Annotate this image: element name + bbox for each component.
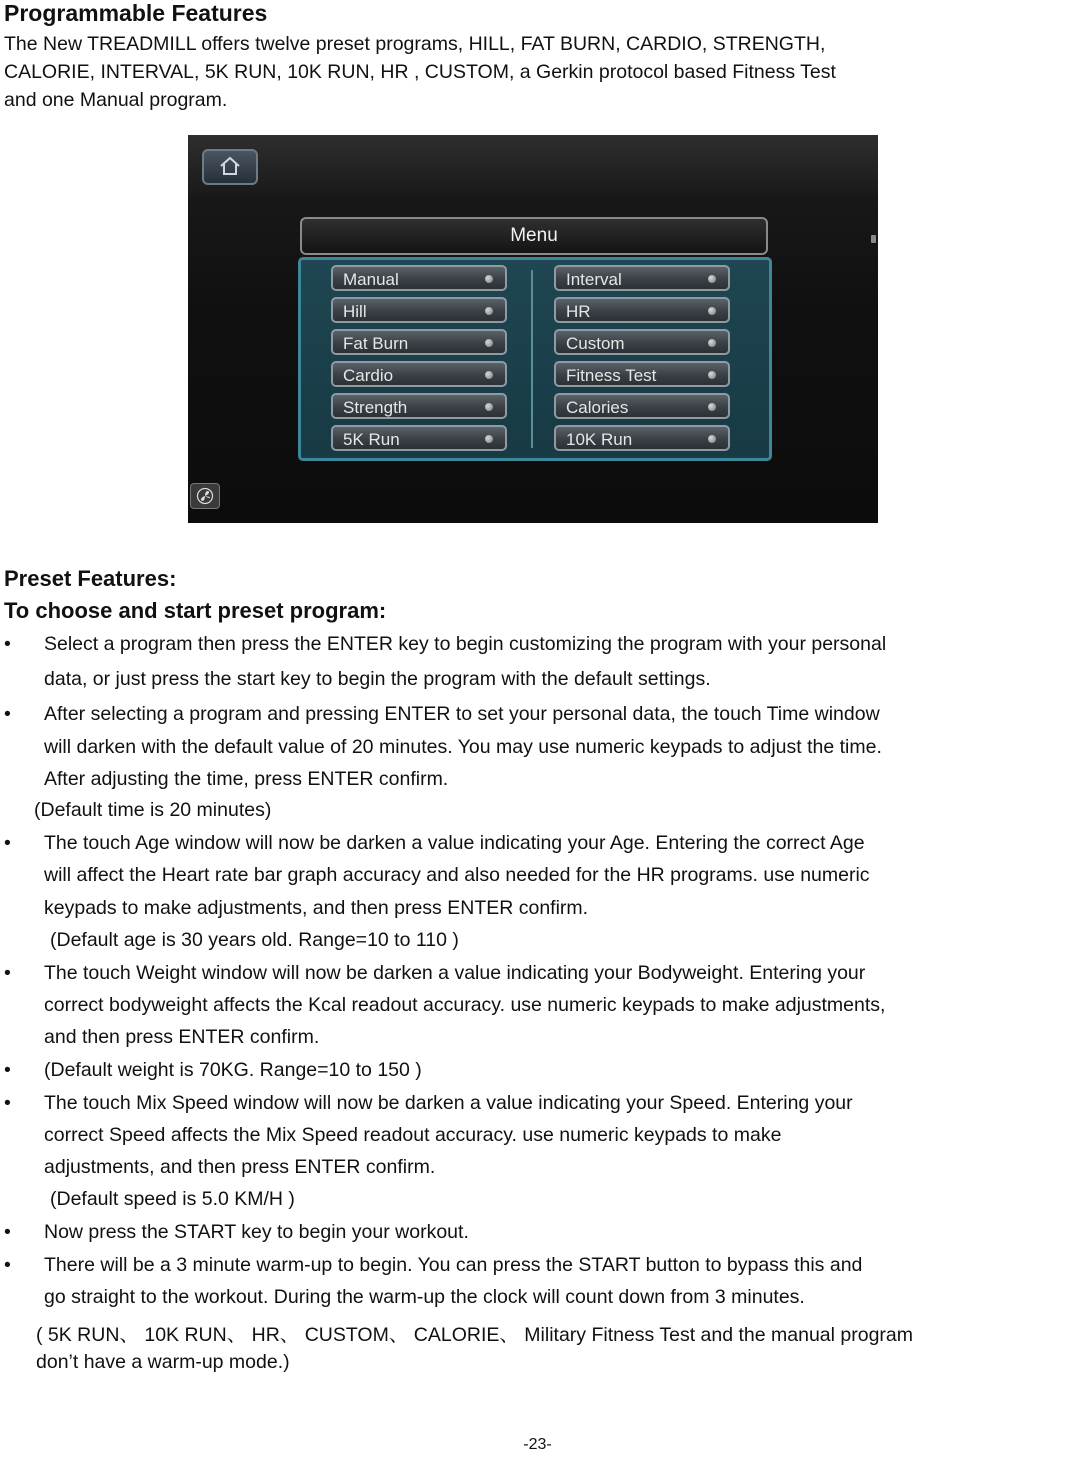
instruction-line: correct bodyweight affects the Kcal readout accuracy. use numeric keypads to make adjustments, (44, 994, 886, 1016)
intro-line: The New TREADMILL offers twelve preset programs, HILL, FAT BURN, CARDIO, STRENGTH, (4, 33, 826, 55)
indicator-dot-icon (485, 339, 493, 347)
bullet-marker: • (4, 1254, 11, 1276)
program-label: Calories (566, 398, 629, 417)
instruction-line: There will be a 3 minute warm-up to begin. You can press the START button to bypass this and (44, 1254, 863, 1276)
instruction-line: The touch Weight window will now be darken a value indicating your Bodyweight. Entering your (44, 962, 866, 984)
page-heading: Programmable Features (4, 0, 268, 26)
program-label: Cardio (343, 366, 394, 385)
instruction-note: (Default time is 20 minutes) (34, 799, 272, 821)
program-column-left (331, 265, 507, 457)
fan-button[interactable] (190, 483, 220, 509)
program-button-hr[interactable] (554, 297, 730, 323)
bullet-marker: • (4, 1059, 11, 1081)
program-button-manual[interactable] (331, 265, 507, 291)
treadmill-menu-screenshot (188, 135, 878, 523)
program-panel (298, 257, 772, 461)
program-label: HR (566, 302, 591, 321)
program-label: 5K Run (343, 430, 400, 449)
program-button-strength[interactable] (331, 393, 507, 419)
instruction-note: (Default age is 30 years old. Range=10 to 110 ) (50, 929, 459, 951)
menu-title: Menu (300, 217, 768, 255)
home-button[interactable] (202, 149, 258, 185)
bullet-marker: • (4, 703, 11, 725)
instruction-line: and then press ENTER confirm. (44, 1026, 320, 1048)
instruction-line: Select a program then press the ENTER key to begin customizing the program with your personal (44, 633, 887, 655)
program-label: Strength (343, 398, 408, 417)
instruction-line: adjustments, and then press ENTER confirm. (44, 1156, 436, 1178)
bullet-marker: • (4, 962, 11, 984)
program-button-custom[interactable] (554, 329, 730, 355)
indicator-dot-icon (708, 435, 716, 443)
indicator-dot-icon (708, 371, 716, 379)
program-button-calories[interactable] (554, 393, 730, 419)
intro-line: and one Manual program. (4, 89, 228, 111)
program-button-cardio[interactable] (331, 361, 507, 387)
instruction-line: go straight to the workout. During the warm-up the clock will count down from 3 minutes. (44, 1286, 805, 1308)
instruction-line: correct Speed affects the Mix Speed readout accuracy. use numeric keypads to make (44, 1124, 782, 1146)
bullet-marker: • (4, 633, 11, 655)
indicator-dot-icon (485, 307, 493, 315)
program-column-right (554, 265, 730, 457)
program-label: 10K Run (566, 430, 633, 449)
choose-program-heading: To choose and start preset program: (4, 598, 387, 623)
program-label: Custom (566, 334, 625, 353)
fan-icon (196, 487, 214, 505)
indicator-dot-icon (708, 307, 716, 315)
program-button-fat-burn[interactable] (331, 329, 507, 355)
instruction-line: keypads to make adjustments, and then press ENTER confirm. (44, 897, 589, 919)
instruction-line: After adjusting the time, press ENTER confirm. (44, 768, 449, 790)
indicator-dot-icon (708, 275, 716, 283)
indicator-dot-icon (485, 435, 493, 443)
program-button-fitness-test[interactable] (554, 361, 730, 387)
bullet-marker: • (4, 1092, 11, 1114)
instruction-note: (Default weight is 70KG. Range=10 to 150 ) (44, 1059, 422, 1081)
screen-edge-marker (871, 235, 876, 243)
program-button-hill[interactable] (331, 297, 507, 323)
intro-paragraph (4, 30, 1064, 114)
program-label: Manual (343, 270, 399, 289)
page-number: -23- (523, 1436, 552, 1453)
program-label: Fitness Test (566, 366, 657, 385)
indicator-dot-icon (485, 403, 493, 411)
instruction-line: After selecting a program and pressing ENTER to set your personal data, the touch Time window (44, 703, 880, 725)
instruction-line: The touch Age window will now be darken a value indicating your Age. Entering the correct Age (44, 832, 865, 854)
instruction-line: data, or just press the start key to begin the program with the default settings. (44, 668, 711, 690)
intro-line: CALORIE, INTERVAL, 5K RUN, 10K RUN, HR , CUSTOM, a Gerkin protocol based Fitness Test (4, 61, 836, 83)
program-label: Interval (566, 270, 622, 289)
instruction-line: The touch Mix Speed window will now be darken a value indicating your Speed. Entering your (44, 1092, 853, 1114)
screen-top-band (188, 135, 878, 195)
preset-features-heading: Preset Features: (4, 566, 177, 591)
bullet-marker: • (4, 832, 11, 854)
instruction-line: will darken with the default value of 20 minutes. You may use numeric keypads to adjust the time. (44, 736, 882, 758)
program-button-10k-run[interactable] (554, 425, 730, 451)
instruction-note: (Default speed is 5.0 KM/H ) (50, 1188, 295, 1210)
instruction-line: will affect the Heart rate bar graph accuracy and also needed for the HR programs. use numeric (44, 864, 870, 886)
program-button-interval[interactable] (554, 265, 730, 291)
indicator-dot-icon (485, 371, 493, 379)
bullet-marker: • (4, 1221, 11, 1243)
indicator-dot-icon (708, 339, 716, 347)
home-icon (219, 156, 241, 176)
indicator-dot-icon (485, 275, 493, 283)
instruction-note: ( 5K RUN、 10K RUN、 HR、 CUSTOM、 CALORIE、 Military Fitness Test and the manual program (36, 1324, 914, 1346)
program-label: Fat Burn (343, 334, 409, 353)
instruction-line: Now press the START key to begin your workout. (44, 1221, 469, 1243)
indicator-dot-icon (708, 403, 716, 411)
instruction-note: don’t have a warm-up mode.) (36, 1351, 290, 1373)
program-label: Hill (343, 302, 367, 321)
column-divider (531, 270, 533, 448)
program-button-5k-run[interactable] (331, 425, 507, 451)
